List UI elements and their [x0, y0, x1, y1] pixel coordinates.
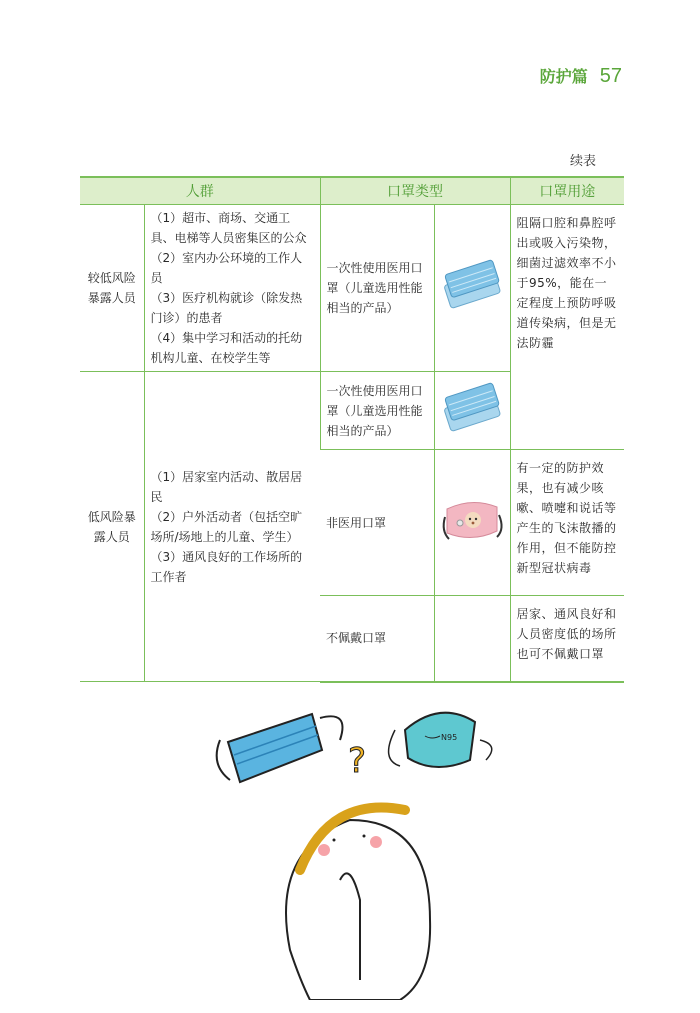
list-item: （3）医疗机构就诊（除发热门诊）的患者 [150, 291, 303, 325]
mask-image-cell [434, 450, 510, 596]
page-number: 57 [599, 65, 622, 87]
group-name: 较低风险暴露人员 [80, 205, 144, 372]
mask-image-cell [434, 205, 510, 372]
mask-type-cell: 非医用口罩 [320, 450, 434, 596]
list-item: （2）户外活动者（包括空旷场所/场地上的儿童、学生） [150, 509, 303, 544]
header-group: 人群 [80, 177, 320, 205]
question-mark: ? [348, 741, 367, 781]
usage-cell: 居家、通风良好和人员密度低的场所也可不佩戴口罩 [510, 596, 624, 682]
usage-cell: 有一定的防护效果，也有减少咳嗽、喷嚏和说话等产生的飞沫散播的作用，但不能防控新型冠状病毒 [510, 450, 624, 596]
table-row [80, 205, 624, 372]
group-items [144, 205, 320, 372]
header-mask-type: 口罩类型 [320, 177, 510, 205]
cartoon-character [286, 808, 430, 1001]
mask-guide-table [80, 176, 624, 683]
list-item: （1）超市、商场、交通工具、电梯等人员密集区的公众 [150, 211, 307, 245]
header-mask-usage: 口罩用途 [510, 177, 624, 205]
cloth-mask-icon [437, 489, 507, 551]
mask-image-cell [434, 372, 510, 450]
usage-cell: 阻隔口腔和鼻腔呼出或吸入污染物，细菌过滤效率不小于95%，能在一定程度上预防呼吸道传染病，但是无法防霾 [510, 205, 624, 450]
table-header-row [80, 177, 624, 205]
page-header [540, 64, 622, 88]
surgical-mask-icon [439, 255, 505, 315]
section-title: 防护篇 [539, 67, 588, 86]
mask-type-cell: 一次性使用医用口罩（儿童选用性能相当的产品） [320, 372, 434, 450]
mask-type-cell: 一次性使用医用口罩（儿童选用性能相当的产品） [320, 205, 434, 372]
list-item: （3）通风良好的工作场所的工作者 [150, 549, 303, 584]
list-item: （2）室内办公环境的工作人员 [150, 251, 303, 285]
continued-label: 续表 [570, 154, 597, 169]
surgical-mask-drawing [217, 714, 343, 782]
group-items [144, 372, 320, 682]
mask-image-cell [434, 596, 510, 682]
group-name: 低风险暴露人员 [80, 372, 144, 682]
list-item: （4）集中学习和活动的托幼机构儿童、在校学生等 [150, 331, 303, 365]
list-item: （1）居家室内活动、散居居民 [150, 469, 303, 504]
n95-mask-drawing [389, 713, 492, 767]
mask-cartoon-illustration [200, 700, 500, 1000]
mask-type-cell: 不佩戴口罩 [320, 596, 434, 682]
surgical-mask-icon [439, 378, 505, 438]
svg-text:N95: N95 [441, 733, 458, 742]
